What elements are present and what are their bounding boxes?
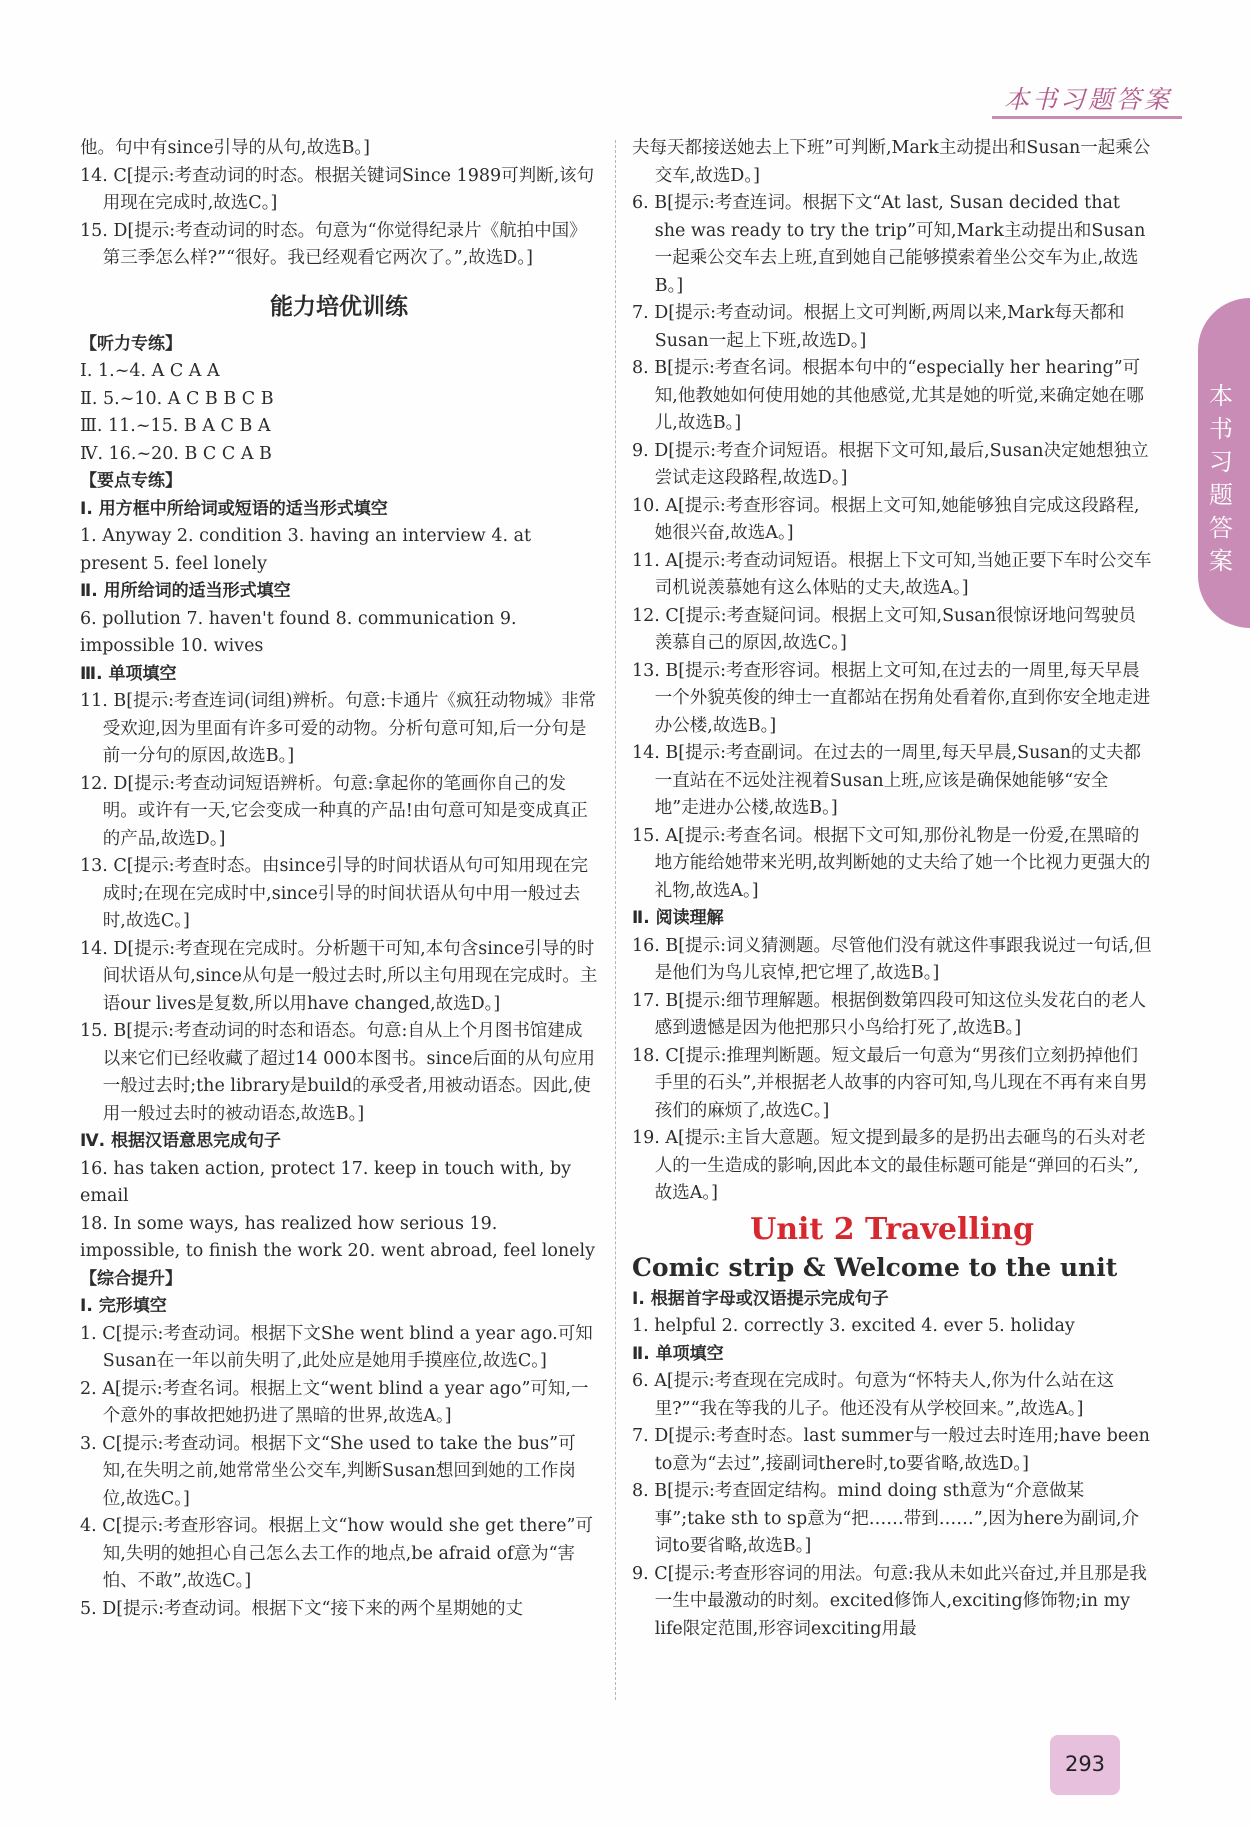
side-tab-label: 本书习题答案 [1209,382,1233,575]
answer-item: 16. B[提示:词义猜测题。尽管他们没有就这件事跟我说过一句话,但是他们为鸟儿哀悼,把它埋了,故选B。] [632,935,1152,983]
section-heading: Ⅳ. 根据汉语意思完成句子 [80,1131,282,1151]
header-rule [992,116,1182,119]
section-heading: Ⅲ. 单项填空 [80,663,177,684]
line-text: Ⅰ. 1.~4. A C A A [80,361,220,381]
answer-item: 14. C[提示:考查动词的时态。根据关键词Since 1989可判断,该句用现在完成时,故选C。] [80,165,595,213]
answer-item: 4. C[提示:考查形容词。根据上文“how would she get there”可知,失明的她担心自己怎么去工作的地点,be afraid of意为“害怕、不敢”,故选C。] [80,1516,593,1591]
answer-item: 2. A[提示:考查名词。根据上文“went blind a year ago”可知,一个意外的事故把她扔进了黑暗的世界,故选A。] [80,1378,589,1426]
answer-item: 15. D[提示:考查动词的时态。句意为“你觉得纪录片《航拍中国》第三季怎么样?”“很好。我已经观看它两次了。”,故选D。] [80,220,587,268]
line-text: Ⅲ. 11.~15. B A C B A [80,416,271,436]
answer-item: 17. B[提示:细节理解题。根据倒数第四段可知这位头发花白的老人感到遗憾是因为他把那只小鸟给打死了,故选B。] [632,990,1146,1038]
answer-item: 7. D[提示:考查时态。last summer与一般过去时连用;have been to意为“去过”,接副词there时,to要省略,故选D。] [632,1426,1150,1474]
answer-item: 12. C[提示:考查疑问词。根据上文可知,Susan很惊讶地问驾驶员羡慕自己的原因,故选C。] [632,605,1137,653]
answer-item: 13. B[提示:考查形容词。根据上文可知,在过去的一周里,每天早晨一个外貌英俊的绅士一直都站在拐角处看着你,直到你安全地走进办公楼,故选B。] [632,660,1151,736]
answer-item: 1. C[提示:考查动词。根据下文She went blind a year ago.可知Susan在一年以前失明了,此处应是她用手摸座位,故选C。] [80,1323,593,1371]
answer-item: 5. D[提示:考查动词。根据下文“接下来的两个星期她的丈 [80,1598,523,1619]
answer-item: 8. B[提示:考查固定结构。mind doing sth意为“介意做某事”;take sth to sp意为“把……带到……”,因为here为副词,介词to要省略,故选B。] [632,1481,1140,1556]
answer-item: 7. D[提示:考查动词。根据上文可判断,两周以来,Mark每天都和Susan一起上下班,故选D。] [632,303,1125,351]
section-heading: Ⅱ. 用所给词的适当形式填空 [80,581,291,601]
section-heading: 【听力专练】 [80,333,182,354]
section-heading: 【综合提升】 [80,1268,182,1289]
line-text: Ⅱ. 5.~10. A C B B C B [80,388,274,409]
line-text: 1. helpful 2. correctly 3. excited 4. ever 5. holiday [632,1316,1075,1336]
answer-item: 6. B[提示:考查连词。根据下文“At last, Susan decided that she was ready to try the trip”可知,Mark主动提出和Susan一起乘公交车去上班,直到她自己能够摸索着坐公交车为止,故选B。] [632,193,1146,296]
left-column [80,135,598,1623]
section-heading: Ⅰ. 根据首字母或汉语提示完成句子 [632,1288,889,1309]
heading-text: 能力培优训练 [270,293,408,320]
answer-item: 11. B[提示:考查连词(词组)辨析。句意:卡通片《疯狂动物城》非常受欢迎,因为里面有许多可爱的动物。分析句意可知,后一分句是前一分句的原因,故选B。] [80,691,597,766]
answer-item: 9. C[提示:考查形容词的用法。句意:我从未如此兴奋过,并且那是我一生中最激动的时刻。excited修饰人,exciting修饰物;in my life限定范围,形容词exciting用最 [632,1563,1147,1639]
answer-item: 14. D[提示:考查现在完成时。分析题干可知,本句含since引导的时间状语从句,since从句是一般过去时,所以主句用现在完成时。主语our lives是复数,所以用have changed,故选D。] [80,938,598,1014]
unit-text: Unit 2 Travelling [750,1211,1034,1247]
answer-item: 他。句中有since引导的从句,故选B。] [80,138,371,158]
answer-item: 13. C[提示:考查时态。由since引导的时间状语从句可知用现在完成时;在现在完成时中,since引导的时间状语从句中用一般过去时,故选C。] [80,856,589,931]
section-heading: Ⅰ. 完形填空 [80,1296,167,1316]
section-heading: Ⅱ. 单项填空 [632,1343,724,1364]
answer-item: 12. D[提示:考查动词短语辨析。句意:拿起你的笔画你自己的发明。或许有一天,它会变成一种真的产品!由句意可知是变成真正的产品,故选D。] [80,773,588,849]
lesson-text: Comic strip & Welcome to the unit [632,1252,1118,1282]
answer-item: 11. A[提示:考查动词短语。根据上下文可知,当她正要下车时公交车司机说羡慕她有这么体贴的丈夫,故选A。] [632,550,1152,598]
answer-item: 9. D[提示:考查介词短语。根据下文可知,最后,Susan决定她想独立尝试走这段路程,故选D。] [632,440,1149,488]
answer-item: 夫每天都接送她去上下班”可判断,Mark主动提出和Susan一起乘公交车,故选D。] [632,138,1151,186]
section-heading: Ⅱ. 阅读理解 [632,908,724,928]
column-divider [615,140,616,1700]
answer-item: 14. B[提示:考查副词。在过去的一周里,每天早晨,Susan的丈夫都一直站在不远处注视着Susan上班,应该是确保她能够“安全地”走进办公楼,故选B。] [632,743,1142,818]
answer-item: 15. B[提示:考查动词的时态和语态。句意:自从上个月图书馆建成以来它们已经收藏了超过14 000本图书。since后面的从句应用一般过去时;the library是build的承受者,用被动语态。因此,使用一般过去时的被动语态,故选B。] [80,1021,595,1124]
section-heading: 【要点专练】 [80,471,182,491]
answer-item: 6. A[提示:考查现在完成时。句意为“怀特夫人,你为什么站在这里?”“我在等我的儿子。他还没有从学校回来。”,故选A。] [632,1371,1115,1419]
line-text: Ⅳ. 16.~20. B C C A B [80,443,272,464]
header-title: 本书习题答案 [1003,85,1172,114]
answer-item: 8. B[提示:考查名词。根据本句中的“especially her hearing”可知,他教她如何使用她的其他感觉,尤其是她的听觉,来确定她在哪儿,故选B。] [632,358,1144,433]
line-text: 16. has taken action, protect 17. keep in touch with, by email [80,1158,572,1206]
answer-item: 3. C[提示:考查动词。根据下文“She used to take the bus”可知,在失明之前,她常常坐公交车,判断Susan想回到她的工作岗位,故选C。] [80,1433,576,1509]
page-number: 293 [1064,1752,1106,1776]
right-column [632,135,1152,1643]
answer-item: 18. C[提示:推理判断题。短文最后一句意为“男孩们立刻扔掉他们手里的石头”,并根据老人故事的内容可知,鸟儿现在不再有来自男孩们的麻烦了,故选C。] [632,1045,1148,1121]
answer-item: 19. A[提示:主旨大意题。短文提到最多的是扔出去砸鸟的石头对老人的一生造成的影响,因此本文的最佳标题可能是“弹回的石头”,故选A。] [632,1128,1146,1203]
line-text: 6. pollution 7. haven't found 8. communication 9. impossible 10. wives [80,608,517,656]
line-text: 18. In some ways, has realized how serious 19. impossible, to finish the work 20. went abroad, feel lonely [80,1213,596,1261]
section-heading: Ⅰ. 用方框中所给词或短语的适当形式填空 [80,498,388,519]
answer-item: 10. A[提示:考查形容词。根据上文可知,她能够独自完成这段路程,她很兴奋,故选A。] [632,495,1140,543]
line-text: 1. Anyway 2. condition 3. having an interview 4. at present 5. feel lonely [80,526,532,574]
answer-item: 15. A[提示:考查名词。根据下文可知,那份礼物是一份爱,在黑暗的地方能给她带来光明,故判断她的丈夫给了她一个比视力更强大的礼物,故选A。] [632,825,1151,901]
